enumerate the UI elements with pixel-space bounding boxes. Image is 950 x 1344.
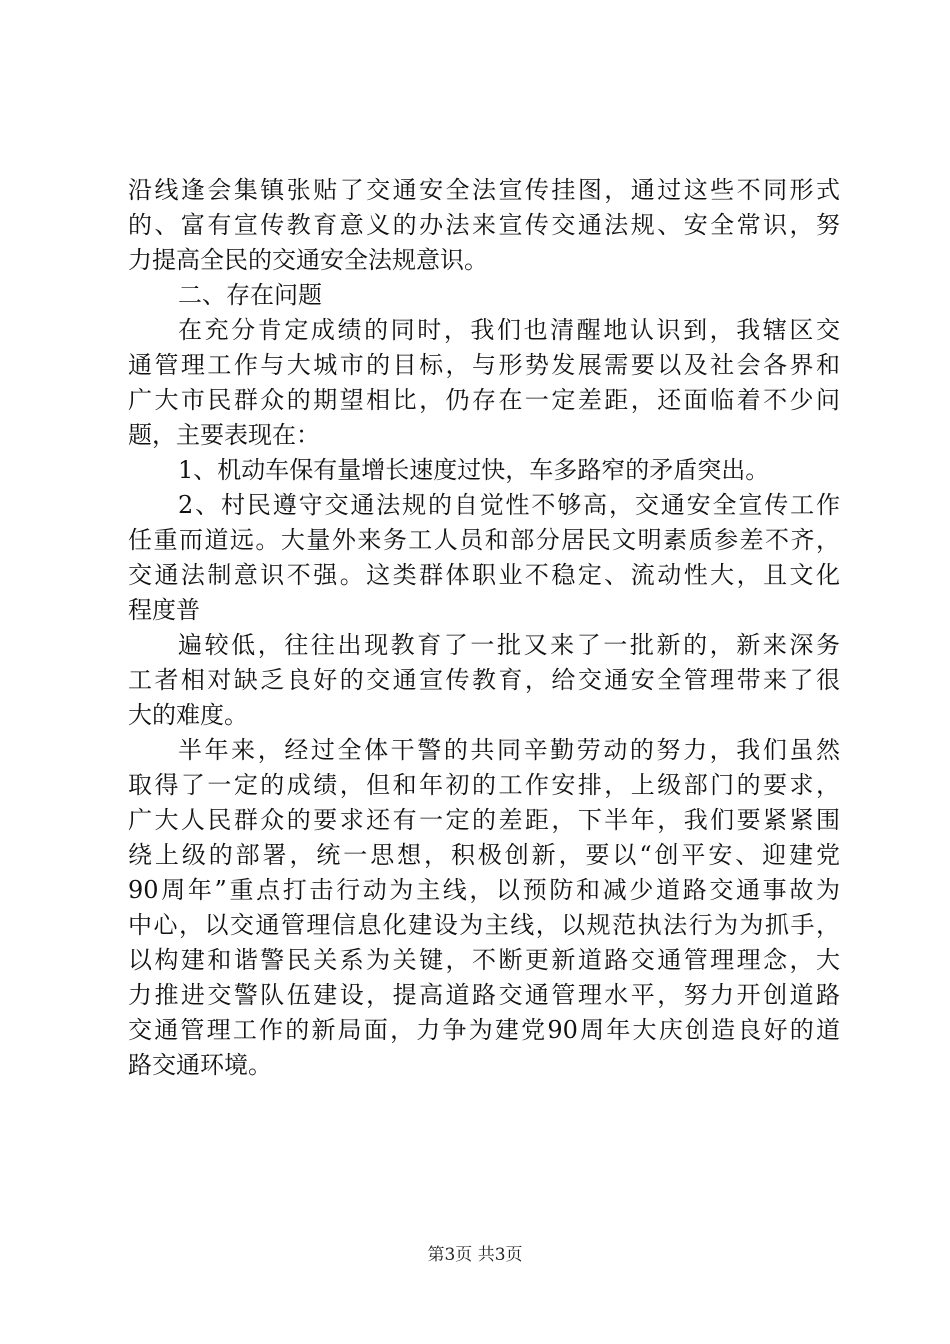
text-line: 广大人民群众的要求还有一定的差距，下半年，我们要紧紧围 (128, 806, 840, 834)
text-line: 遍较低，往往出现教育了一批又来了一批新的，新来深务 (178, 631, 840, 659)
text-line: 工者相对缺乏良好的交通宣传教育，给交通安全管理带来了很 (128, 666, 840, 694)
text-line: 任重而道远。大量外来务工人员和部分居民文明素质参差不齐， (128, 526, 840, 554)
text-line: 广大市民群众的期望相比，仍存在一定差距，还面临着不少问 (128, 386, 840, 414)
text-line: 沿线逢会集镇张贴了交通安全法宣传挂图，通过这些不同形式 (128, 176, 840, 204)
text-line: 力推进交警队伍建设，提高道路交通管理水平，努力开创道路 (128, 981, 840, 1009)
text-line: 通管理工作与大城市的目标，与形势发展需要以及社会各界和 (128, 351, 840, 379)
text-line: 交通法制意识不强。这类群体职业不稳定、流动性大，且文化 (128, 561, 840, 589)
text-line: 取得了一定的成绩，但和年初的工作安排，上级部门的要求， (128, 771, 840, 799)
text-line: 中心，以交通管理信息化建设为主线，以规范执法行为为抓手， (128, 911, 840, 939)
text-line: 半年来，经过全体干警的共同辛勤劳动的努力，我们虽然 (178, 736, 840, 764)
text-line: 2、村民遵守交通法规的自觉性不够高，交通安全宣传工作 (178, 491, 840, 519)
text-line: 的、富有宣传教育意义的办法来宣传交通法规、安全常识，努 (128, 211, 840, 239)
page-number-footer: 第3页 共3页 (427, 1245, 523, 1265)
text-line: 力提高全民的交通安全法规意识。 (128, 246, 488, 274)
text-line: 交通管理工作的新局面，力争为建党90周年大庆创造良好的道 (128, 1016, 840, 1044)
text-line: 以构建和谐警民关系为关键，不断更新道路交通管理理念，大 (128, 946, 840, 974)
text-line: 绕上级的部署，统一思想，积极创新，要以“创平安、迎建党 (128, 841, 840, 869)
text-line: 在充分肯定成绩的同时，我们也清醒地认识到，我辖区交 (178, 316, 840, 344)
text-line: 程度普 (128, 596, 200, 624)
text-line: 1、机动车保有量增长速度过快，车多路窄的矛盾突出。 (178, 456, 770, 484)
section-heading: 二、存在问题 (178, 281, 322, 309)
text-line: 路交通环境。 (128, 1051, 272, 1079)
document-body (128, 173, 840, 1083)
text-line: 题，主要表现在： (128, 421, 320, 449)
text-line: 大的难度。 (128, 701, 248, 729)
text-line: 90周年”重点打击行动为主线，以预防和减少道路交通事故为 (128, 876, 840, 904)
